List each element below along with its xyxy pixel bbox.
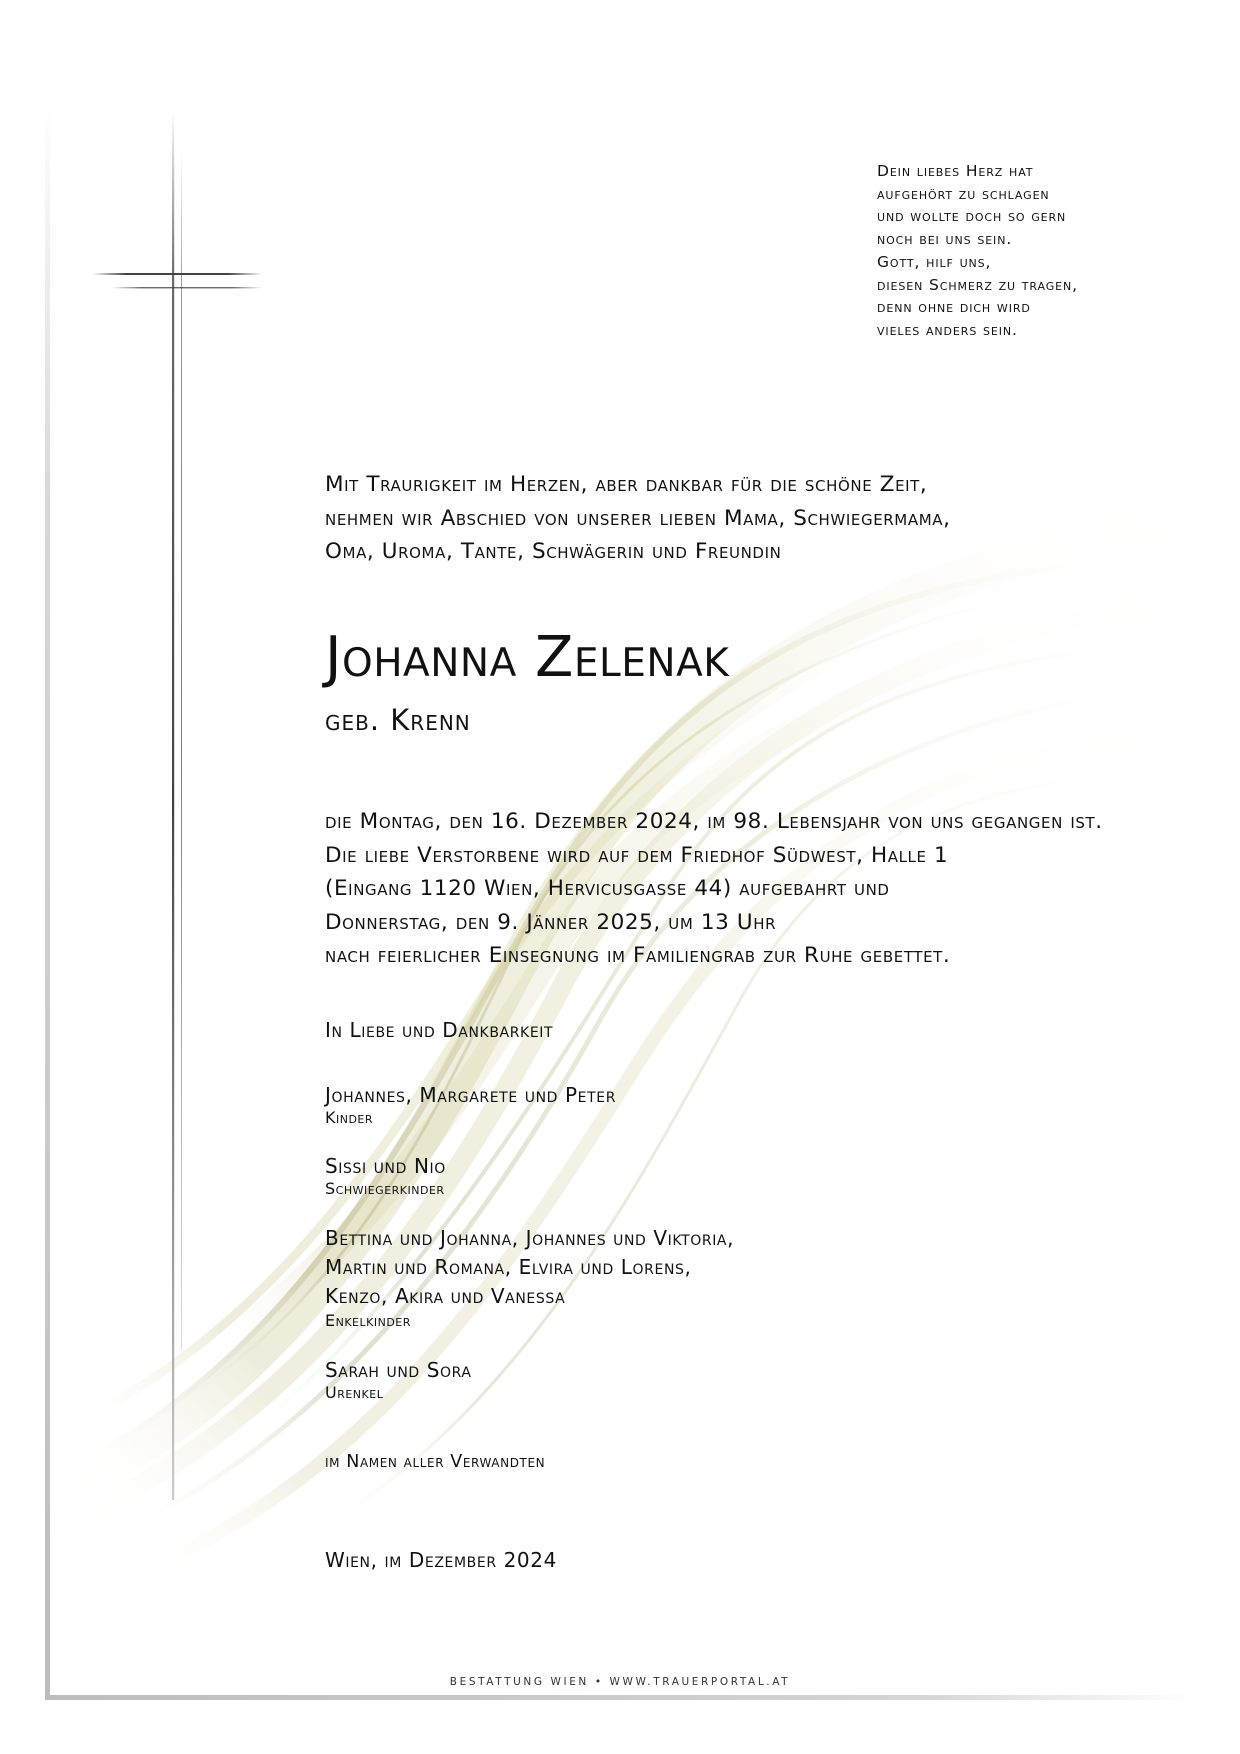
mourner-role: Schwiegerkinder [325,1179,445,1198]
details-line: nach feierlicher Einsegnung im Familiengrab zur Ruhe gebettet. [325,943,951,968]
mourner-group-children [325,1082,616,1128]
mourner-role: Enkelkinder [325,1311,411,1330]
relatives-note: im Namen aller Verwandten [325,1452,546,1472]
details-line: die Montag, den 16. Dezember 2024, im 98. Lebensjahr von uns gegangen ist. [325,809,1103,834]
mourner-names: Johannes, Margarete und Peter [325,1083,617,1107]
intro-line: Oma, Uroma, Tante, Schwägerin und Freundin [325,539,782,564]
poem-line: diesen Schmerz zu tragen, [877,275,1078,294]
details-line: Die liebe Verstorbene wird auf dem Friedhof Südwest, Halle 1 [325,842,949,868]
poem-line: denn ohne dich wird [877,298,1031,317]
funeral-details [325,805,1103,973]
mourner-names: Sissi und Nio [325,1154,446,1178]
footer-credit: BESTATTUNG WIEN • WWW.TRAUERPORTAL.AT [449,1676,791,1688]
mourner-names: Martin und Romana, Elvira und Lorens, [325,1255,692,1279]
mourner-group-grandchildren [325,1224,734,1331]
details-line: Donnerstag, den 9. Jänner 2025, um 13 Uhr [325,909,777,935]
mourner-role: Urenkel [325,1383,384,1402]
maiden-name: geb. Krenn [325,703,471,737]
mourner-group-great-grandchildren [325,1357,472,1403]
mourner-group-in-laws [325,1153,446,1199]
intro-line: Mit Traurigkeit im Herzen, aber dankbar für die schöne Zeit, [325,472,928,497]
mourner-role: Kinder [325,1108,374,1127]
intro-text [325,468,951,569]
cross-icon [92,110,262,1500]
place-date: Wien, im Dezember 2024 [325,1548,557,1572]
mourner-names: Kenzo, Akira und Vanessa [325,1284,566,1308]
mourner-names: Bettina und Johanna, Johannes und Viktoria, [325,1226,735,1250]
poem-line: Dein liebes Herz hat [877,162,1034,180]
poem-line: und wollte doch so gern [877,207,1067,226]
details-line: (Eingang 1120 Wien, Hervicusgasse 44) aufgebahrt und [325,876,890,901]
mourner-names: Sarah und Sora [325,1358,472,1382]
poem-line: noch bei uns sein. [877,230,1013,249]
poem-line: aufgehört zu schlagen [877,184,1050,203]
closing-phrase: In Liebe und Dankbarkeit [325,1018,554,1042]
intro-line: nehmen wir Abschied von unserer lieben Mama, Schwiegermama, [325,505,951,531]
poem-verse [877,160,1078,342]
poem-line: Gott, hilf uns, [877,252,992,271]
poem-line: vieles anders sein. [877,320,1018,339]
deceased-name: Johanna Zelenak [325,625,730,690]
